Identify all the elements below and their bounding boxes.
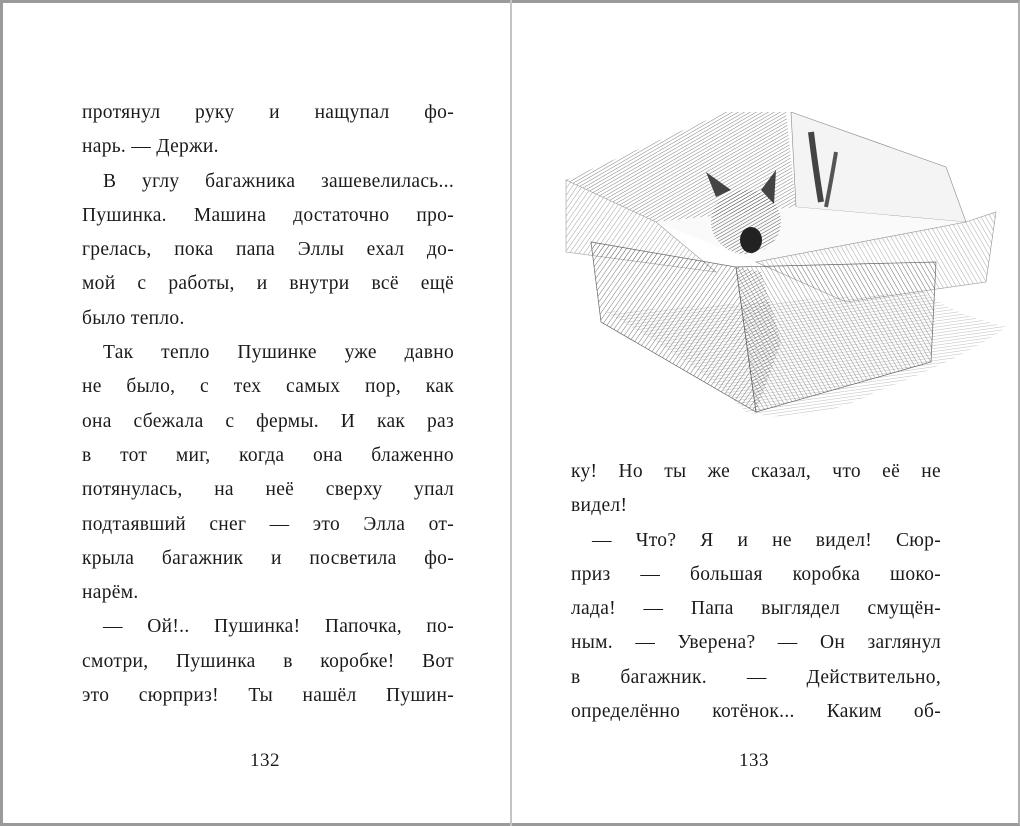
kitten-in-box-illustration — [546, 112, 1020, 442]
text-line: лада! — Папа выглядел смущён- — [571, 598, 941, 620]
text-line: видел! — [571, 495, 628, 517]
page-number-right: 133 — [739, 750, 769, 771]
text-line: это сюрприз! Ты нашёл Пушин- — [82, 685, 454, 707]
text-line: определённо котёнок... Каким об- — [571, 701, 941, 723]
text-line: Так тепло Пушинке уже давно — [103, 342, 454, 364]
right-page-text — [571, 455, 941, 729]
text-line: Пушинка. Машина достаточно про- — [82, 204, 454, 226]
text-line: нарь. — Держи. — [82, 136, 219, 158]
text-line: протянул руку и нащупал фо- — [82, 102, 454, 123]
text-line: ку! Но ты же сказал, что её не — [571, 461, 941, 482]
right-page — [512, 0, 1020, 826]
text-line: нарём. — [82, 582, 139, 604]
left-page-text — [82, 96, 454, 713]
text-line: приз — большая коробка шоко- — [571, 563, 941, 585]
text-line: — Что? Я и не видел! Сюр- — [592, 529, 941, 551]
text-line: В углу багажника зашевелилась... — [103, 170, 454, 192]
text-line: в тот миг, когда она блаженно — [82, 444, 454, 466]
text-line: было тепло. — [82, 307, 185, 329]
text-line: она сбежала с фермы. И как раз — [82, 410, 454, 432]
text-line: крыла багажник и посветила фо- — [82, 547, 454, 569]
text-line: не было, с тех самых пор, как — [82, 376, 454, 398]
text-line: — Ой!.. Пушинка! Папочка, по- — [103, 616, 454, 638]
text-line: смотри, Пушинка в коробке! Вот — [82, 650, 454, 672]
page-number-left: 132 — [250, 750, 280, 771]
text-line: ным. — Уверена? — Он заглянул — [571, 632, 941, 654]
text-line: в багажник. — Действительно, — [571, 666, 941, 688]
text-line: потянулась, на неё сверху упал — [82, 479, 454, 501]
text-line: мой с работы, и внутри всё ещё — [82, 273, 454, 295]
text-line: подтаявший снег — это Элла от- — [82, 513, 454, 535]
text-line: грелась, пока папа Эллы ехал до- — [82, 239, 454, 261]
